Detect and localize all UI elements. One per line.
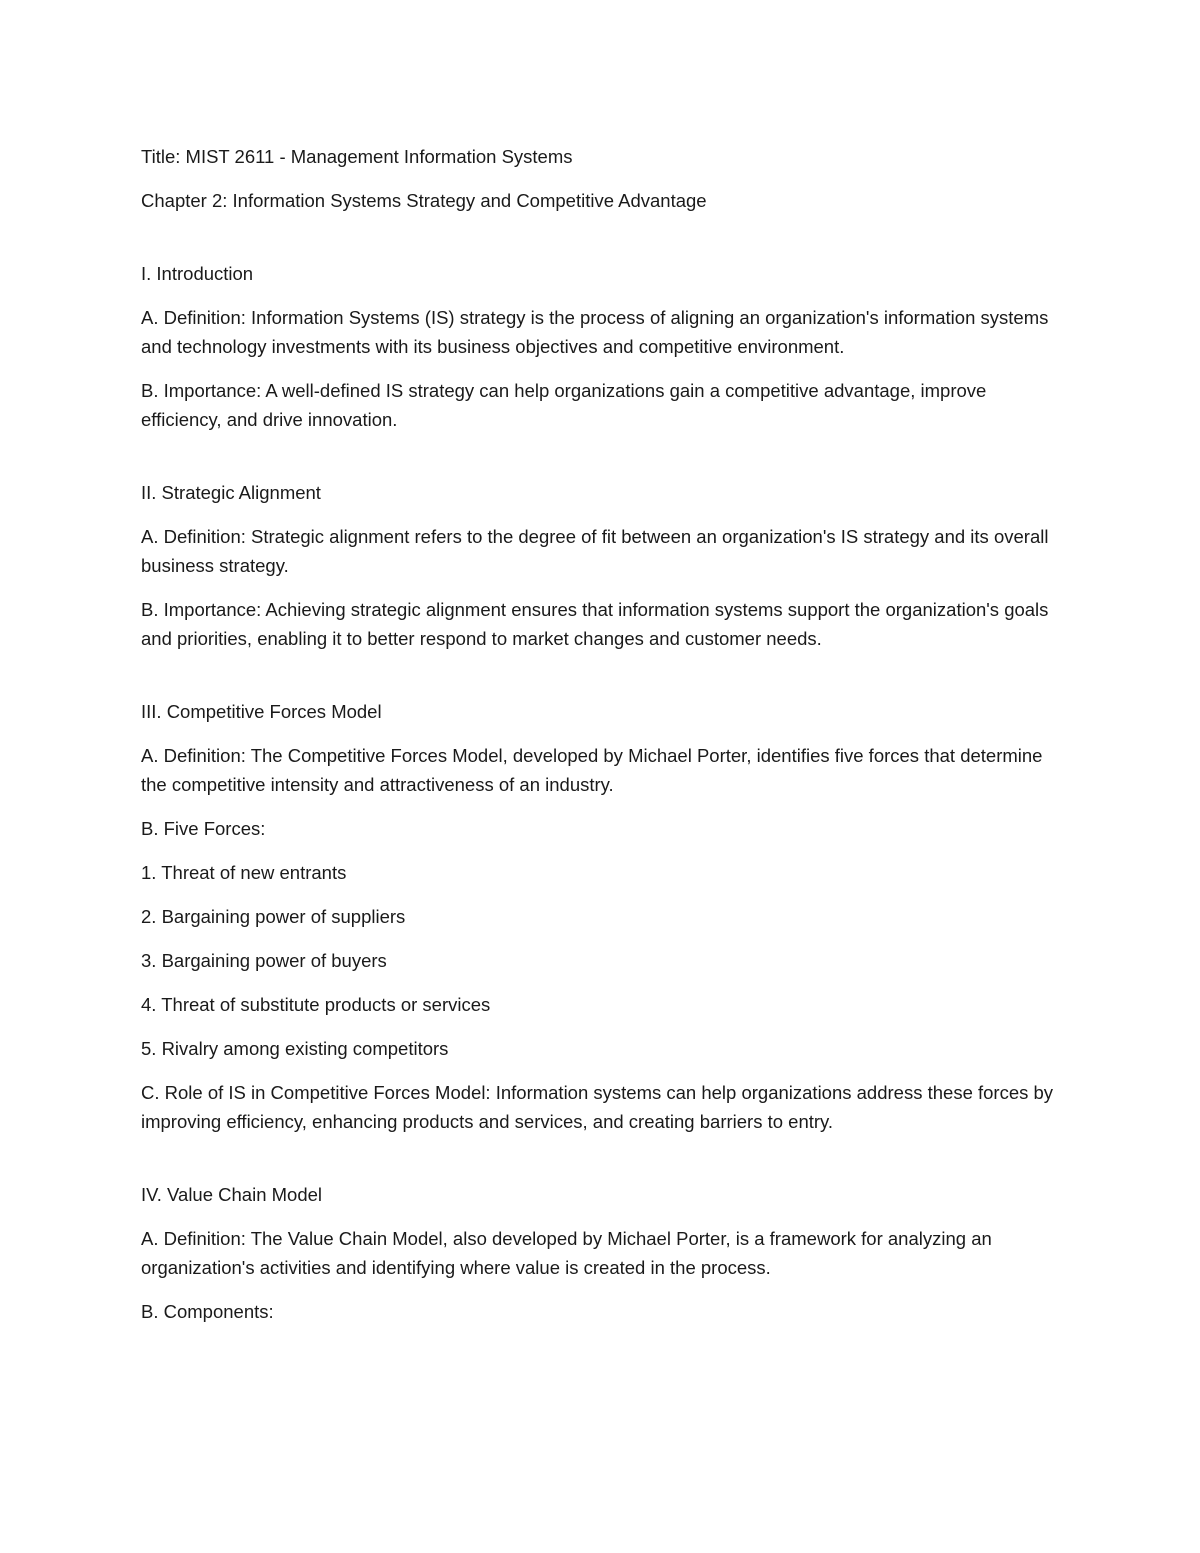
- value-chain-definition: A. Definition: The Value Chain Model, also developed by Michael Porter, is a framework for analyzing an organization's activities and identifying where value is created in the process.: [141, 1228, 992, 1278]
- forces-list-item: 2. Bargaining power of suppliers: [141, 906, 406, 927]
- document-title: Title: MIST 2611 - Management Information Systems: [141, 146, 573, 167]
- chapter-title: Chapter 2: Information Systems Strategy and Competitive Advantage: [141, 190, 707, 211]
- intro-importance: B. Importance: A well-defined IS strategy can help organizations gain a competitive advantage, improve efficiency, and drive innovation.: [141, 380, 987, 430]
- forces-list-item: 3. Bargaining power of buyers: [141, 950, 387, 971]
- section-heading-strategic-alignment: II. Strategic Alignment: [141, 482, 321, 503]
- document-body: [141, 142, 1071, 1341]
- forces-list-item: 1. Threat of new entrants: [141, 862, 347, 883]
- forces-definition: A. Definition: The Competitive Forces Model, developed by Michael Porter, identifies five forces that determine the competitive intensity and attractiveness of an industry.: [141, 745, 1043, 795]
- forces-list-label: B. Five Forces:: [141, 818, 266, 839]
- forces-role-of-is: C. Role of IS in Competitive Forces Model: Information systems can help organizations address these forces by improving efficiency, enhancing products and services, and creating barriers to entry.: [141, 1082, 1054, 1132]
- forces-list-item: 5. Rivalry among existing competitors: [141, 1038, 449, 1059]
- section-heading-value-chain: IV. Value Chain Model: [141, 1184, 323, 1205]
- forces-list-item: 4. Threat of substitute products or services: [141, 994, 491, 1015]
- section-heading-introduction: I. Introduction: [141, 263, 254, 284]
- value-chain-components-label: B. Components:: [141, 1301, 274, 1322]
- alignment-importance: B. Importance: Achieving strategic alignment ensures that information systems support the organization's goals and priorities, enabling it to better respond to market changes and customer needs.: [141, 599, 1049, 649]
- intro-definition: A. Definition: Information Systems (IS) strategy is the process of aligning an organization's information systems and technology investments with its business objectives and competitive environment.: [141, 307, 1049, 357]
- section-heading-competitive-forces: III. Competitive Forces Model: [141, 701, 382, 722]
- alignment-definition: A. Definition: Strategic alignment refers to the degree of fit between an organization's IS strategy and its overall business strategy.: [141, 526, 1049, 576]
